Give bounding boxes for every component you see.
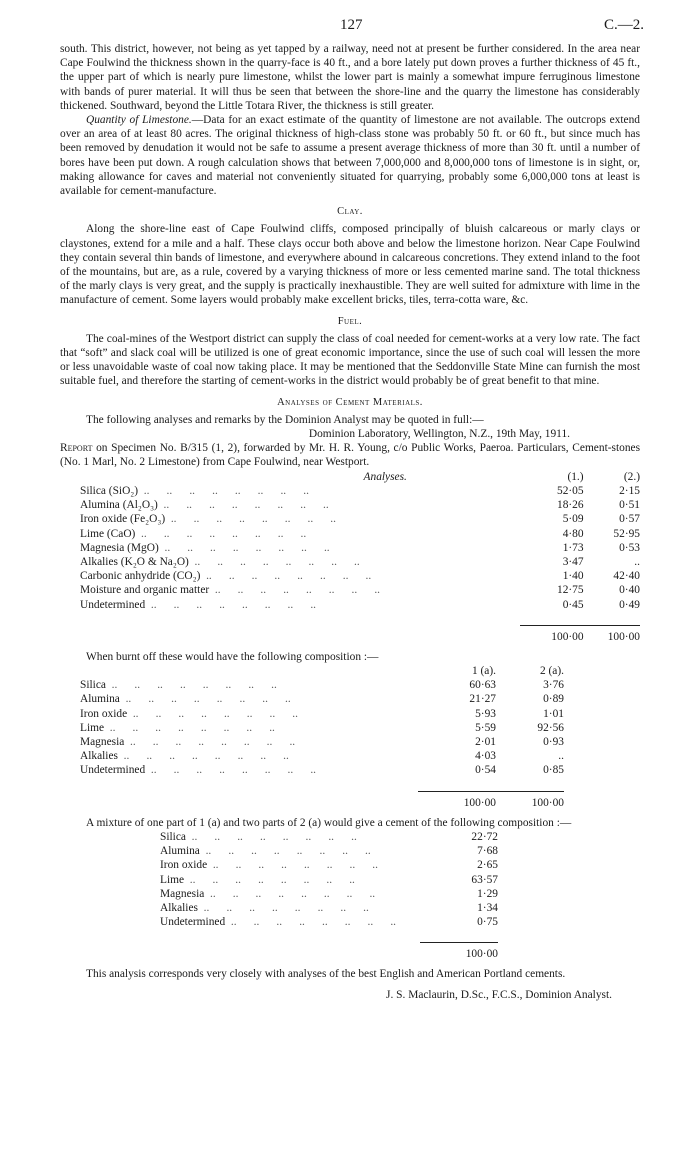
analyst-signature: J. S. Maclaurin, D.Sc., F.C.S., Dominion Analyst. bbox=[386, 988, 612, 1001]
mixture-intro: A mixture of one part of 1 (a) and two parts of 2 (a) would give a cement of the following composition :— bbox=[86, 816, 572, 829]
table-row bbox=[140, 858, 498, 872]
paragraph-south: south. This district, however, not being as yet tapped by a railway, need not at present be further considered. In the area near Cape Foulwind the thickness shown in the quarry-face is 40 ft., and a bore lately put down proves a further thickness of 45 ft., the upper part of which is nearly pure limestone, whilst the lower part is mainly a somewhat impure ferruginous limestone with bands of purer material. It will thus be seen that between the shore-line and the quarry the limestone has considerably thickened. Southward, beyond the Little Totara River, the thickness is still greater. bbox=[60, 43, 640, 112]
report-paragraph bbox=[60, 441, 640, 469]
dot-leader: .. .. .. .. .. .. .. .. bbox=[127, 707, 298, 720]
row-value-1: 4·03 bbox=[475, 750, 496, 763]
row-label: Undetermined .. .. .. .. .. .. .. .. bbox=[80, 764, 317, 777]
dot-leader: .. .. .. .. .. .. .. .. bbox=[104, 721, 275, 734]
analyses-intro: The following analyses and remarks by the Dominion Analyst may be quoted in full:— bbox=[86, 413, 484, 426]
table-row bbox=[60, 598, 640, 612]
row-value-2: 0·85 bbox=[543, 764, 564, 777]
row-value-2: .. bbox=[558, 750, 564, 763]
row-value-2: 1·01 bbox=[543, 707, 564, 720]
row-value-1: 18·26 bbox=[557, 499, 584, 512]
mixture-table bbox=[140, 830, 498, 962]
table2-total-col1: 100·00 bbox=[463, 796, 496, 809]
row-value-1: 0·75 bbox=[477, 916, 498, 929]
table2-col2-header: 2 (a). bbox=[539, 665, 564, 678]
table-row bbox=[140, 844, 498, 858]
row-label: Magnesia (MgO) .. .. .. .. .. .. .. .. bbox=[80, 541, 330, 554]
row-label: Undetermined .. .. .. .. .. .. .. .. bbox=[80, 598, 317, 611]
dot-leader: .. .. .. .. .. .. .. .. bbox=[197, 901, 369, 914]
row-value-1: 0·54 bbox=[475, 764, 496, 777]
report-text: on Specimen No. B/315 (1, 2), forwarded by Mr. H. R. Young, c/o Public Works, Paeroa. Particulars, Cement-stones (No. 1 Marl, No. 2 Limestone) from Cape Foulwind, near Westport. bbox=[60, 442, 640, 469]
row-value-2: 3·76 bbox=[543, 679, 564, 692]
row-value-1: 21·27 bbox=[469, 693, 496, 706]
row-label: Iron oxide .. .. .. .. .. .. .. .. bbox=[80, 707, 298, 720]
burnt-composition-table bbox=[60, 664, 564, 810]
page-header bbox=[60, 17, 644, 38]
table1-total-col2: 100·00 bbox=[607, 630, 640, 643]
dot-leader: .. .. .. .. .. .. .. .. bbox=[184, 873, 355, 886]
table2-total-col2: 100·00 bbox=[531, 796, 564, 809]
row-value-2: 42·40 bbox=[613, 570, 640, 583]
table-row bbox=[140, 873, 498, 887]
table1-col2-header: (2.) bbox=[623, 470, 640, 483]
quantity-title: Quantity of Limestone. bbox=[86, 114, 192, 127]
row-value-1: 5·59 bbox=[475, 721, 496, 734]
row-label: Iron oxide .. .. .. .. .. .. .. .. bbox=[160, 859, 378, 872]
row-label: Alkalies .. .. .. .. .. .. .. .. bbox=[80, 750, 289, 763]
report-label: Report bbox=[60, 442, 93, 455]
table-row bbox=[140, 830, 498, 844]
dot-leader: .. .. .. .. .. .. .. .. bbox=[209, 584, 381, 597]
table-row bbox=[140, 901, 498, 915]
paragraph-fuel: The coal-mines of the Westport district can supply the class of coal needed for cement-works at a very low rate. The fact that “soft” and slack coal will be utilized is one of great economic importance, since the use of such coal will lessen the more or less unavoidable waste of coal now taking place. It may be mentioned that the Seddonville State Mine can furnish the most suitable fuel, and therefore the starting of cement-works in the district would probably be of great benefit to that mine. bbox=[60, 332, 640, 388]
row-value-1: 4·80 bbox=[562, 527, 584, 540]
row-value-1: 2·01 bbox=[475, 736, 496, 749]
row-value-1: 1·73 bbox=[562, 541, 584, 554]
row-label: Alumina (Al₂O₃) .. .. .. .. .. .. .. .. bbox=[80, 499, 329, 512]
row-label: Magnesia .. .. .. .. .. .. .. .. bbox=[80, 736, 296, 749]
row-value-2: 0·93 bbox=[543, 736, 564, 749]
row-label: Alumina .. .. .. .. .. .. .. .. bbox=[80, 693, 291, 706]
row-value-2: 0·89 bbox=[543, 693, 564, 706]
row-value-2: 2·15 bbox=[619, 484, 640, 497]
table-row bbox=[60, 707, 564, 721]
table1-total-col1: 100·00 bbox=[551, 630, 584, 643]
row-label: Alkalies (K₂O & Na₂O) .. .. .. .. .. .. .. .. bbox=[80, 555, 360, 568]
dot-leader: .. .. .. .. .. .. .. .. bbox=[207, 859, 378, 872]
table-row bbox=[60, 583, 640, 597]
table1-col1-header: (1.) bbox=[567, 470, 584, 483]
burnt-intro: When burnt off these would have the following composition :— bbox=[86, 650, 379, 663]
row-label: Silica .. .. .. .. .. .. .. .. bbox=[80, 679, 277, 692]
row-value-1: 22·72 bbox=[471, 830, 498, 843]
dot-leader: .. .. .. .. .. .. .. .. bbox=[135, 527, 307, 540]
row-value-1: 3·47 bbox=[562, 555, 584, 568]
dot-leader: .. .. .. .. .. .. .. .. bbox=[158, 541, 330, 554]
quantity-text: —Data for an exact estimate of the quantity of limestone are not available. The outcrops extend over an area of at least 80 acres. The original thickness of high-class stone was probably 50 ft. or 60 ft., but since much has been removed by denudation it would not be safe to assume a present average thickness of more than 30 ft. until a number of bores have been put down. A rough calculation shows that between 7,000,000 and 8,000,000 tons of limestone is in sight, or, making allowance for caves and material not conveniently situated for quarrying, probably some 6,000,000 tons at least is available for cement-manufacture. bbox=[60, 114, 640, 198]
row-value-1: 2·65 bbox=[477, 859, 498, 872]
document-reference: C.—2. bbox=[603, 17, 644, 33]
row-value-1: 5·93 bbox=[475, 707, 496, 720]
table3-total: 100·00 bbox=[465, 948, 498, 961]
row-label: Lime (CaO) .. .. .. .. .. .. .. .. bbox=[80, 527, 307, 540]
table-row bbox=[60, 512, 640, 526]
dot-leader: .. .. .. .. .. .. .. .. bbox=[204, 887, 376, 900]
row-value-1: 1·34 bbox=[477, 901, 498, 914]
row-label: Alkalies .. .. .. .. .. .. .. .. bbox=[160, 901, 369, 914]
dot-leader: .. .. .. .. .. .. .. .. bbox=[124, 736, 296, 749]
laboratory-line: Dominion Laboratory, Wellington, N.Z., 19th May, 1911. bbox=[308, 428, 570, 441]
row-label: Magnesia .. .. .. .. .. .. .. .. bbox=[160, 887, 376, 900]
row-value-1: 7·68 bbox=[477, 845, 498, 858]
row-label: Silica .. .. .. .. .. .. .. .. bbox=[160, 830, 357, 843]
dot-leader: .. .. .. .. .. .. .. .. bbox=[119, 693, 291, 706]
row-value-2: 0·57 bbox=[619, 513, 640, 526]
heading-analyses: Analyses of Cement Materials. bbox=[277, 396, 423, 408]
row-value-1: 63·57 bbox=[471, 873, 498, 886]
table-row bbox=[60, 555, 640, 569]
closing-paragraph: This analysis corresponds very closely with analyses of the best English and American Portland cements. bbox=[86, 968, 566, 981]
dot-leader: .. .. .. .. .. .. .. .. bbox=[188, 555, 360, 568]
paragraph-quantity bbox=[60, 113, 640, 198]
row-value-1: 1·29 bbox=[477, 887, 498, 900]
dot-leader: .. .. .. .. .. .. .. .. bbox=[105, 679, 277, 692]
dot-leader: .. .. .. .. .. .. .. .. bbox=[157, 499, 329, 512]
row-value-2: 0·53 bbox=[619, 541, 640, 554]
dot-leader: .. .. .. .. .. .. .. .. bbox=[145, 764, 317, 777]
table-row bbox=[60, 721, 564, 735]
page-number: 127 bbox=[340, 17, 363, 33]
row-value-1: 12·75 bbox=[557, 584, 584, 597]
dot-leader: .. .. .. .. .. .. .. .. bbox=[145, 598, 317, 611]
row-value-1: 1·40 bbox=[562, 570, 584, 583]
heading-fuel: Fuel. bbox=[337, 315, 363, 327]
row-value-1: 52·05 bbox=[557, 484, 584, 497]
dot-leader: .. .. .. .. .. .. .. .. bbox=[165, 513, 336, 526]
table-row bbox=[60, 678, 564, 692]
table-row bbox=[60, 541, 640, 555]
row-value-1: 5·09 bbox=[562, 513, 584, 526]
dot-leader: .. .. .. .. .. .. .. .. bbox=[117, 750, 289, 763]
row-value-1: 0·45 bbox=[562, 598, 584, 611]
paragraph-clay: Along the shore-line east of Cape Foulwind cliffs, composed principally of bluish calcareous or marly clays or claystones, extend for a mile and a half. These clays occur both above and below the limestone horizon. Near Cape Foulwind they contain several thin bands of limestone, and everywhere abound in calcareous concretions. They extend inland to the foot of the mountains, but are, as a rule, covered by a varying thickness of more or less cemented marine sand. The total thickness of the marly clays is very great, and the supply is practically inexhaustible. They are well suited for admixture with lime in the manufacture of cement. Some layers would probably make excellent bricks, tiles, terra-cotta ware, &c. bbox=[60, 223, 640, 307]
row-value-2: 0·49 bbox=[619, 598, 640, 611]
row-label: Lime .. .. .. .. .. .. .. .. bbox=[160, 873, 355, 886]
table1-title: Analyses. bbox=[363, 470, 407, 483]
table-row bbox=[60, 569, 640, 583]
row-value-1: 60·63 bbox=[469, 679, 496, 692]
row-label: Undetermined .. .. .. .. .. .. .. .. bbox=[160, 916, 397, 929]
row-label: Moisture and organic matter .. .. .. .. .. .. .. .. bbox=[80, 584, 381, 597]
dot-leader: .. .. .. .. .. .. .. .. bbox=[199, 845, 371, 858]
table-row bbox=[60, 763, 564, 777]
row-value-2: 0·51 bbox=[619, 499, 640, 512]
dot-leader: .. .. .. .. .. .. .. .. bbox=[200, 570, 372, 583]
analyses-table bbox=[60, 470, 640, 644]
table-row bbox=[60, 749, 564, 763]
dot-leader: .. .. .. .. .. .. .. .. bbox=[225, 916, 397, 929]
dot-leader: .. .. .. .. .. .. .. .. bbox=[185, 830, 357, 843]
table-row bbox=[140, 915, 498, 929]
table-row bbox=[60, 498, 640, 512]
table-row bbox=[140, 887, 498, 901]
row-label: Lime .. .. .. .. .. .. .. .. bbox=[80, 721, 275, 734]
row-label: Alumina .. .. .. .. .. .. .. .. bbox=[160, 845, 371, 858]
row-value-2: 92·56 bbox=[537, 721, 564, 734]
table2-col1-header: 1 (a). bbox=[471, 665, 496, 678]
row-label: Silica (SiO₂) .. .. .. .. .. .. .. .. bbox=[80, 484, 309, 497]
table-row bbox=[60, 527, 640, 541]
table-row bbox=[60, 484, 640, 498]
dot-leader: .. .. .. .. .. .. .. .. bbox=[138, 484, 309, 497]
row-value-2: 0·40 bbox=[619, 584, 640, 597]
row-label: Carbonic anhydride (CO₂) .. .. .. .. .. .. .. .. bbox=[80, 570, 372, 583]
heading-clay: Clay. bbox=[337, 206, 363, 218]
row-value-2: .. bbox=[634, 555, 640, 568]
table-row bbox=[60, 735, 564, 749]
document-page bbox=[60, 17, 644, 1002]
table-row bbox=[60, 692, 564, 706]
row-value-2: 52·95 bbox=[613, 527, 640, 540]
row-label: Iron oxide (Fe₂O₃) .. .. .. .. .. .. .. .. bbox=[80, 513, 336, 526]
